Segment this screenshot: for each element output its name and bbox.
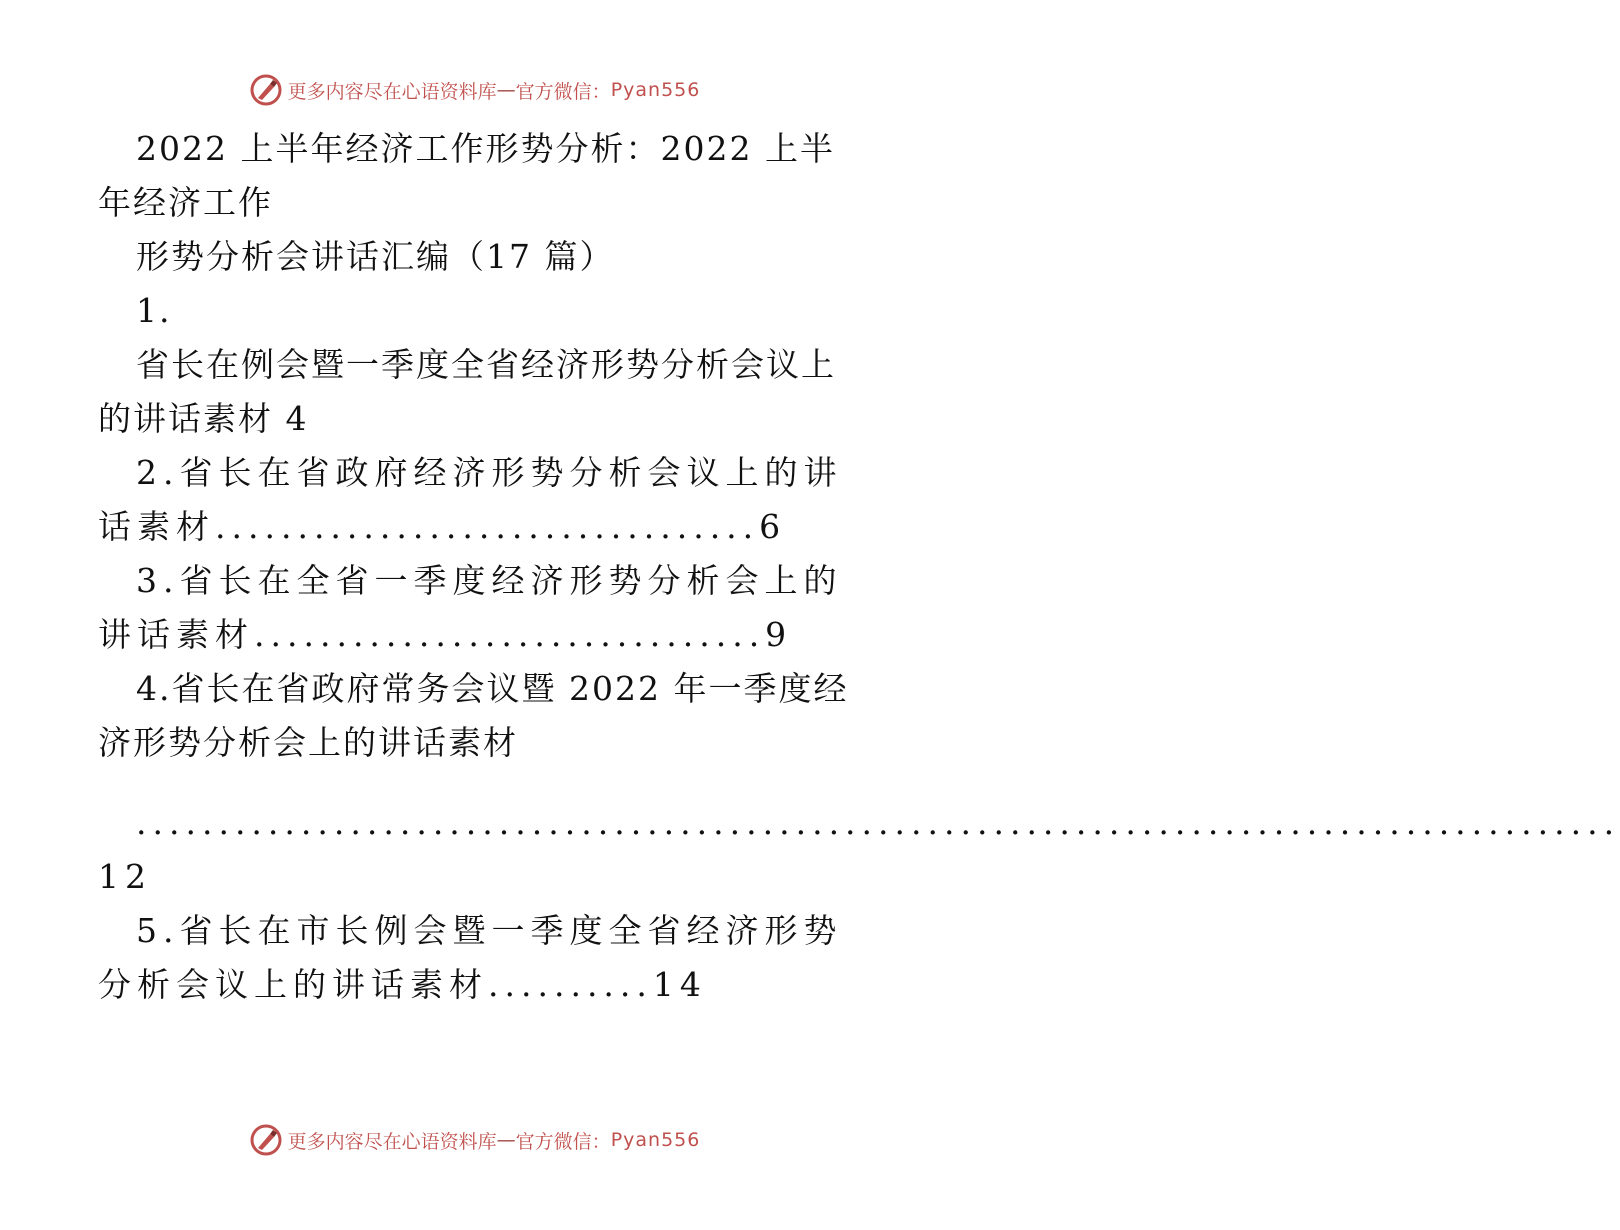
banner-main-text: 更多内容尽在心语资料库: [287, 1130, 497, 1153]
toc-entry: 3.省长在全省一季度经济形势分析会上的讲话素材...............................9: [98, 561, 843, 654]
toc-entry: 5.省长在市长例会暨一季度全省经济形势分析会议上的讲话素材..........14: [98, 911, 843, 1004]
document-body: [98, 122, 1620, 1012]
toc-entry: 4.省长在省政府常务会议暨 2022 年一季度经济形势分析会上的讲话素材: [98, 669, 849, 762]
banner-wechat-id: Pyan556: [610, 1129, 701, 1151]
pen-logo-icon: [250, 74, 282, 106]
doc-subtitle: 形势分析会讲话汇编（17 篇）: [136, 237, 615, 276]
header-watermark-banner: [0, 70, 950, 110]
pen-logo-icon: [250, 1124, 282, 1156]
toc-entry: 1.: [136, 291, 172, 330]
banner-official-label: 官方微信：: [515, 1130, 611, 1153]
banner-separator: —: [496, 79, 516, 101]
toc-entry: 2.省长在省政府经济形势分析会议上的讲话素材.................................6: [98, 453, 843, 546]
footer-watermark-banner: [0, 1120, 950, 1160]
banner-wechat-id: Pyan556: [610, 79, 701, 101]
banner-official-label: 官方微信：: [515, 80, 611, 103]
banner-separator: —: [496, 1129, 516, 1151]
banner-main-text: 更多内容尽在心语资料库: [287, 80, 497, 103]
toc-entry: 省长在例会暨一季度全省经济形势分析会议上的讲话素材 4: [98, 345, 836, 438]
toc-entry-leader: ..........................................................................................12: [98, 803, 1620, 896]
doc-title: 2022 上半年经济工作形势分析：2022 上半年经济工作: [98, 129, 835, 222]
